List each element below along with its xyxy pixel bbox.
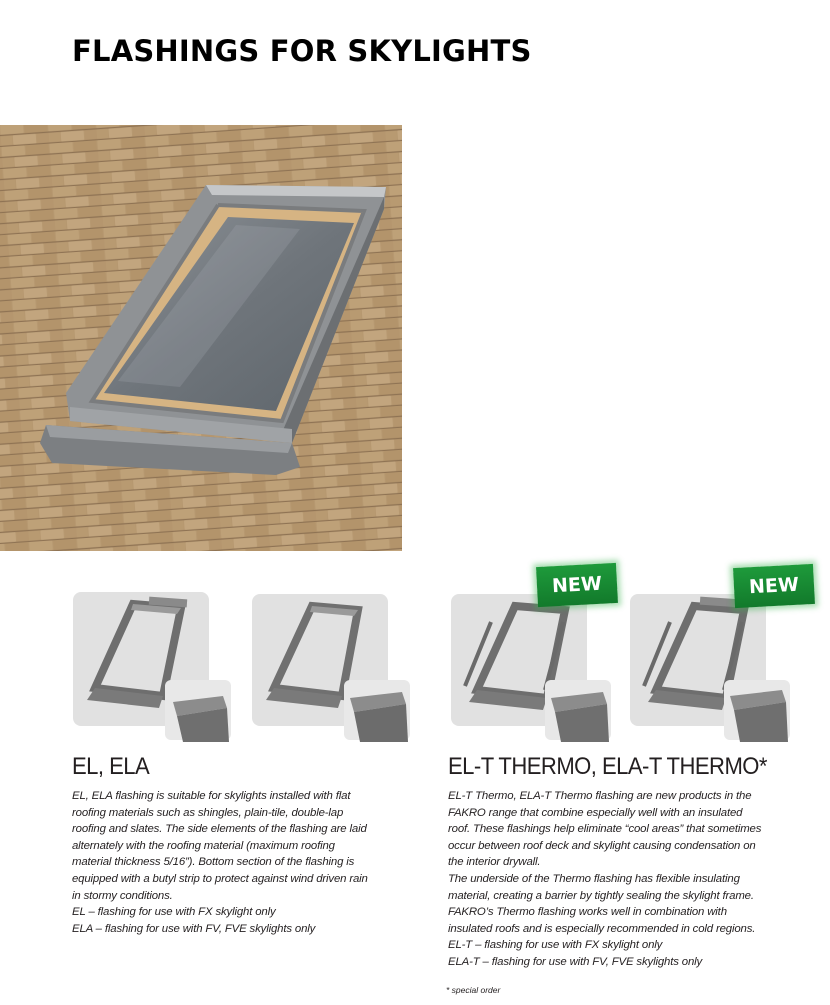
section-body: EL-T Thermo, ELA-T Thermo flashing are new products in the FAKRO range that combine especially well with an insulated roof. These flashings help eliminate “cool areas” that sometimes occur between roof deck and skylight causing condensation on the interior drywall. The underside of the Thermo flashing has flexible insulating material, creating a barrier by tightly sealing the skylight frame. FAKRO’s Thermo flashing works well in combination with insulated roofs and is especially recommended in cold regions. EL-T – flashing for use with FX skylight only ELA-T – flashing for use with FV, FVE skylights only [448,790,762,968]
flashing-el-t-thermo-diagram-icon [451,592,615,752]
page-title: FLASHINGS FOR SKYLIGHTS [72,34,532,68]
flashing-el-diagram-icon [73,592,237,752]
section-heading: EL, ELA [72,753,150,780]
flashing-ela-t-thermo-thumbnail [630,592,794,752]
section-heading: EL-T THERMO, ELA-T THERMO* [448,753,767,780]
footnote: * special order [446,985,501,995]
flashing-ela-diagram-icon [252,592,416,752]
section-el-ela [72,754,412,937]
new-badge: NEW [733,564,815,608]
flashing-el-thumbnail [73,592,237,752]
flashing-ela-thumbnail [252,592,416,752]
roof-skylight-photo [0,125,402,551]
section-el-t-thermo [448,754,793,971]
flashing-el-t-thermo-thumbnail [451,592,615,752]
new-badge: NEW [536,563,618,607]
section-body: EL, ELA flashing is suitable for skylights installed with flat roofing materials such as shingles, plain-tile, double-lap roofing and slates. The side elements of the flashing are laid alternately with the roofing material (maximum roofing material thickness 5/16”). Bottom section of the flashing is equipped with a butyl strip to protect against wind driven rain in stormy conditions. EL – flashing for use with FX skylight only ELA – flashing for use with FV, FVE skylights only [72,790,368,935]
flashing-ela-t-thermo-diagram-icon [630,592,794,752]
